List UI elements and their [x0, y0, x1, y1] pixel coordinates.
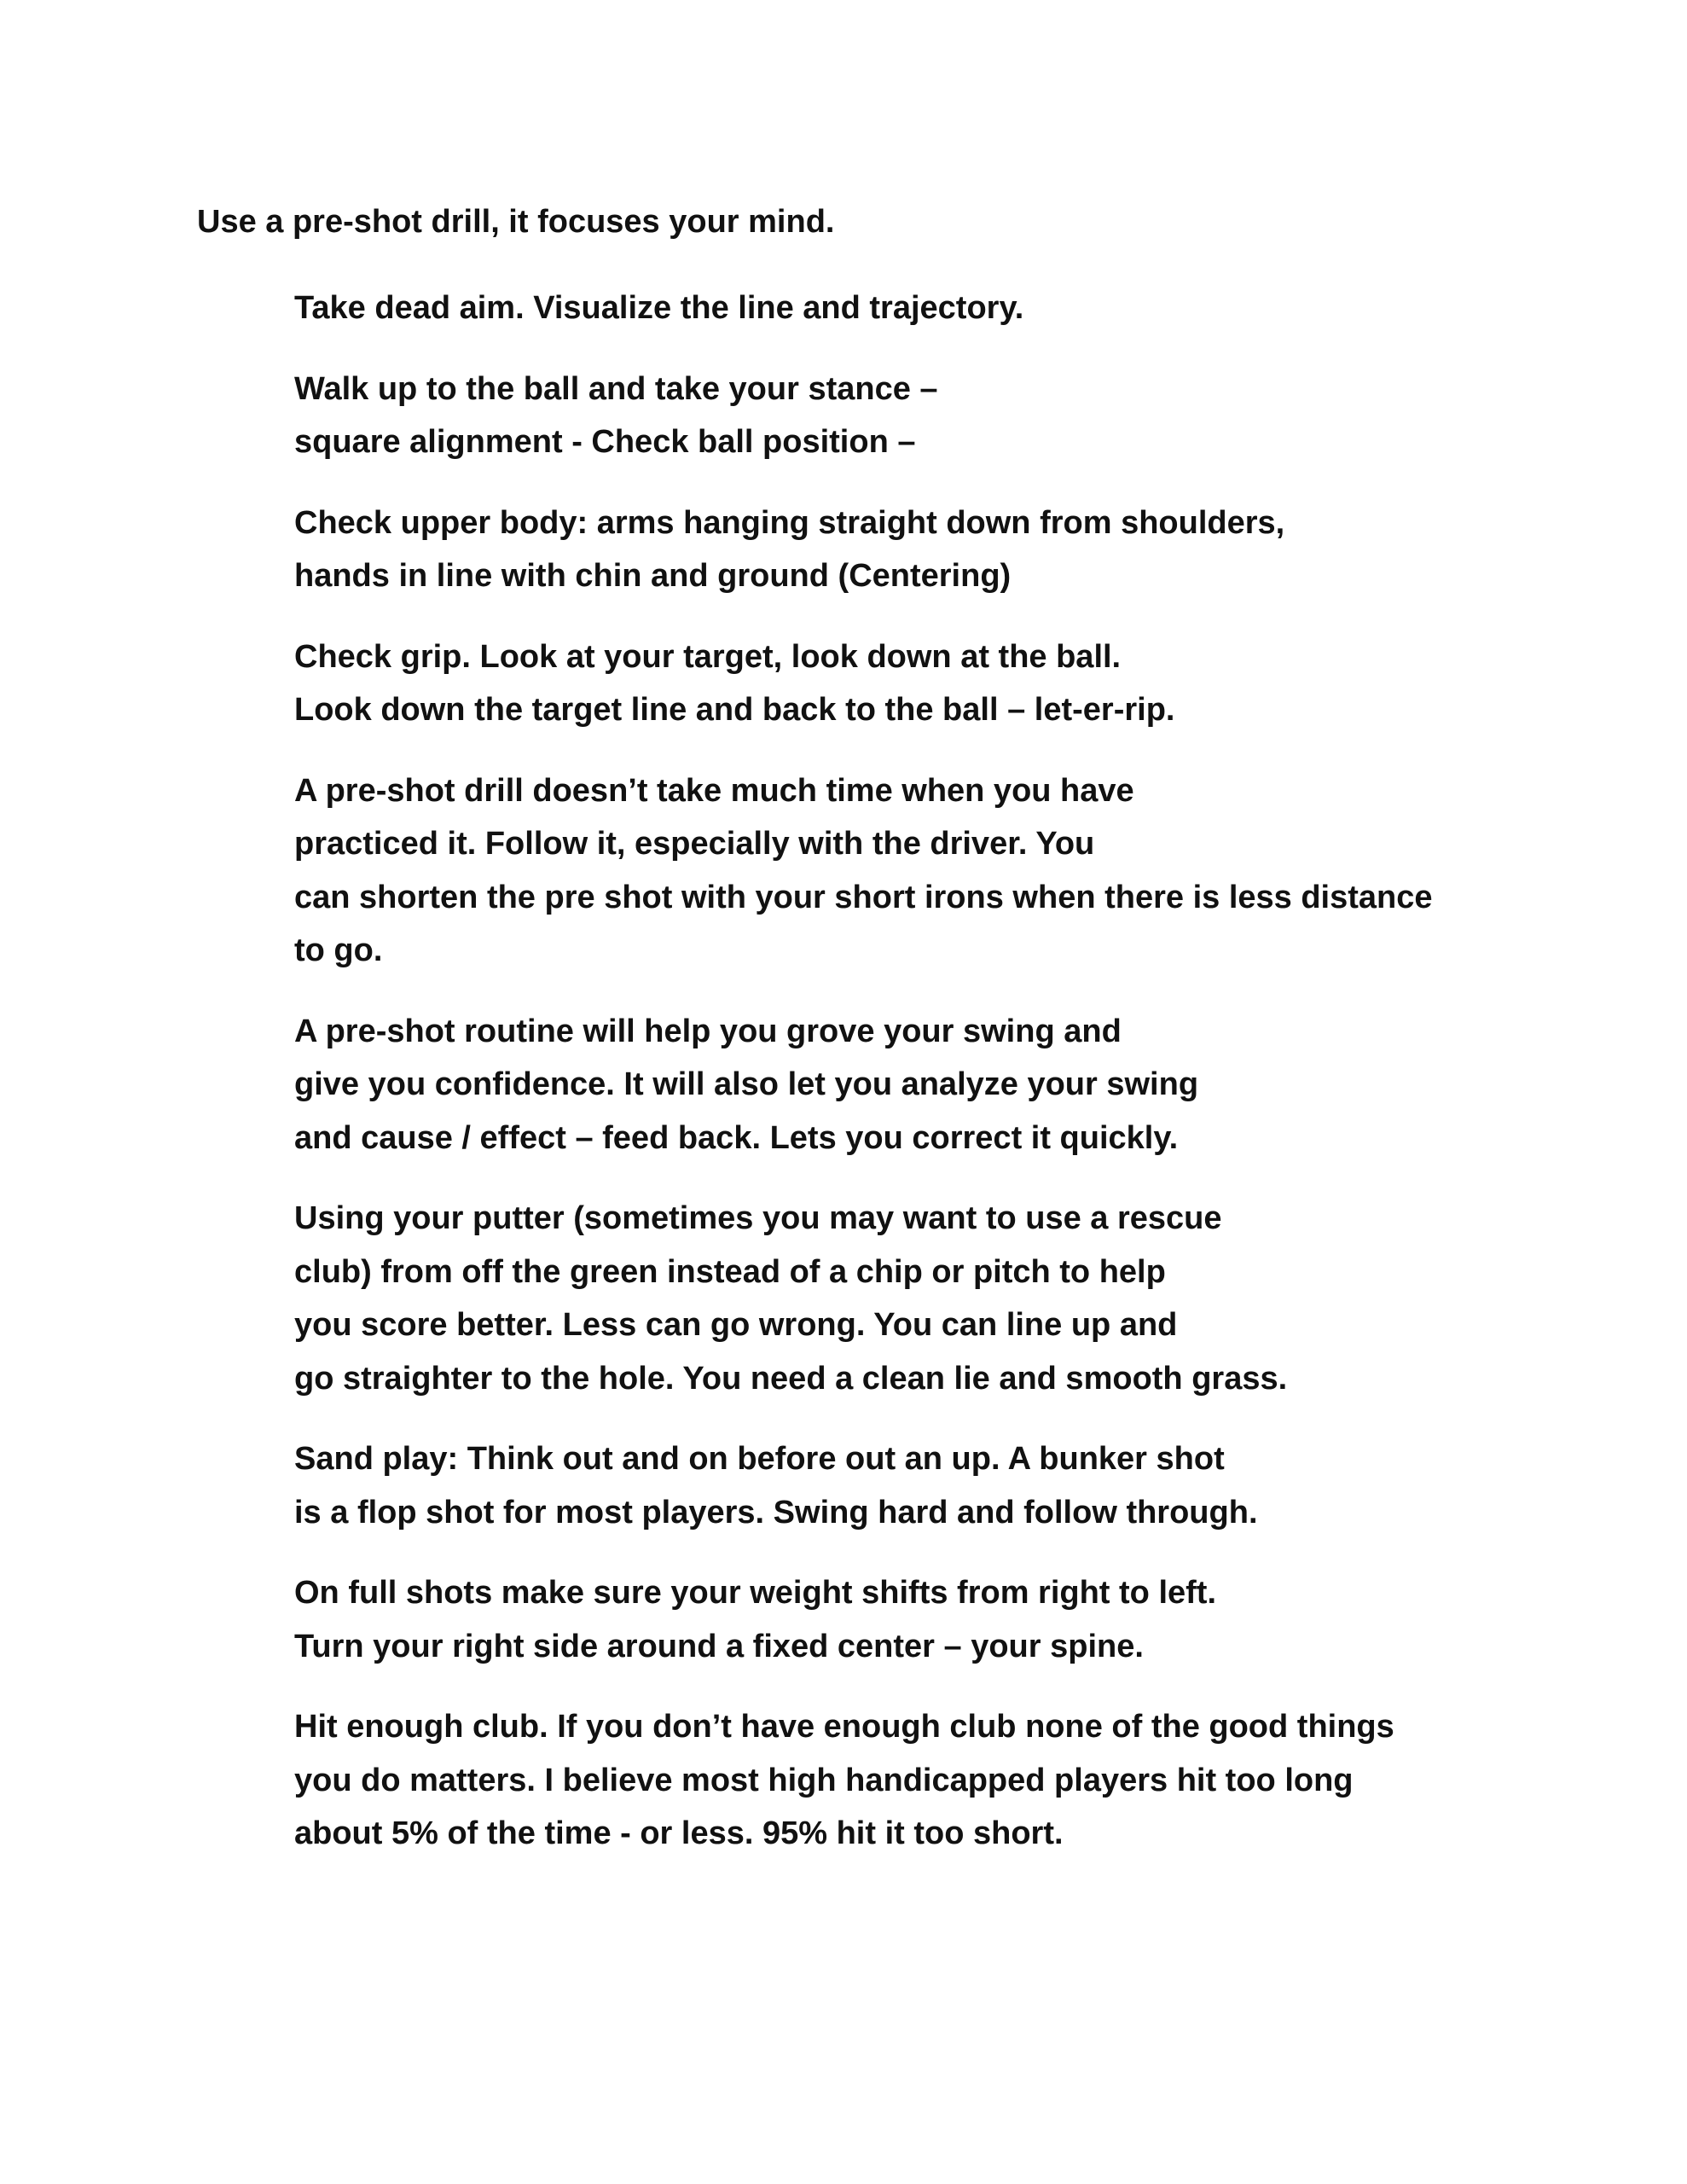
paragraph-line: can shorten the pre shot with your short irons when there is less distance — [294, 879, 1433, 915]
paragraph-line: Sand play: Think out and on before out an up. A bunker shot — [294, 1441, 1225, 1477]
paragraph — [294, 1566, 1574, 1673]
paragraph — [294, 1432, 1574, 1539]
paragraph-line: Check upper body: arms hanging straight down from shoulders, — [294, 504, 1285, 541]
paragraph — [294, 282, 1574, 335]
paragraph — [294, 363, 1574, 469]
paragraph-line: Check grip. Look at your target, look down at the ball. — [294, 638, 1122, 675]
paragraph — [294, 630, 1574, 737]
paragraph-line: Look down the target line and back to the ball – let-er-rip. — [294, 692, 1175, 728]
paragraph-line: A pre-shot routine will help you grove your swing and — [294, 1013, 1122, 1049]
paragraph-line: A pre-shot drill doesn’t take much time when you have — [294, 772, 1134, 809]
paragraph-line: you do matters. I believe most high handicapped players hit too long — [294, 1762, 1354, 1798]
paragraph — [294, 497, 1574, 603]
paragraph-line: give you confidence. It will also let you analyze your swing — [294, 1066, 1199, 1102]
paragraph-line: is a flop shot for most players. Swing hard and follow through. — [294, 1494, 1258, 1531]
paragraph-line: hands in line with chin and ground (Centering) — [294, 558, 1012, 594]
paragraph — [294, 764, 1574, 978]
paragraph — [294, 1700, 1574, 1861]
paragraph-line: and cause / effect – feed back. Lets you correct it quickly. — [294, 1119, 1179, 1156]
paragraph-list — [294, 282, 1574, 1888]
paragraph-line: you score better. Less can go wrong. You can line up and — [294, 1307, 1178, 1343]
paragraph-line: On full shots make sure your weight shifts from right to left. — [294, 1575, 1216, 1611]
paragraph — [294, 1005, 1574, 1165]
paragraph-line: Walk up to the ball and take your stance – — [294, 370, 938, 407]
paragraph-line: to go. — [294, 932, 383, 968]
paragraph-line: square alignment - Check ball position – — [294, 424, 916, 460]
paragraph-line: Take dead aim. Visualize the line and trajectory. — [294, 290, 1024, 326]
paragraph — [294, 1192, 1574, 1405]
intro-line: Use a pre-shot drill, it focuses your mind. — [197, 204, 835, 240]
paragraph-line: Using your putter (sometimes you may want to use a rescue — [294, 1200, 1222, 1236]
paragraph-line: about 5% of the time - or less. 95% hit it too short. — [294, 1815, 1064, 1851]
paragraph-line: club) from off the green instead of a chip or pitch to help — [294, 1253, 1166, 1290]
paragraph-line: go straighter to the hole. You need a clean lie and smooth grass. — [294, 1360, 1288, 1397]
paragraph-line: practiced it. Follow it, especially with the driver. You — [294, 826, 1095, 862]
paragraph-line: Hit enough club. If you don’t have enough club none of the good things — [294, 1709, 1394, 1745]
paragraph-line: Turn your right side around a fixed center – your spine. — [294, 1628, 1144, 1664]
